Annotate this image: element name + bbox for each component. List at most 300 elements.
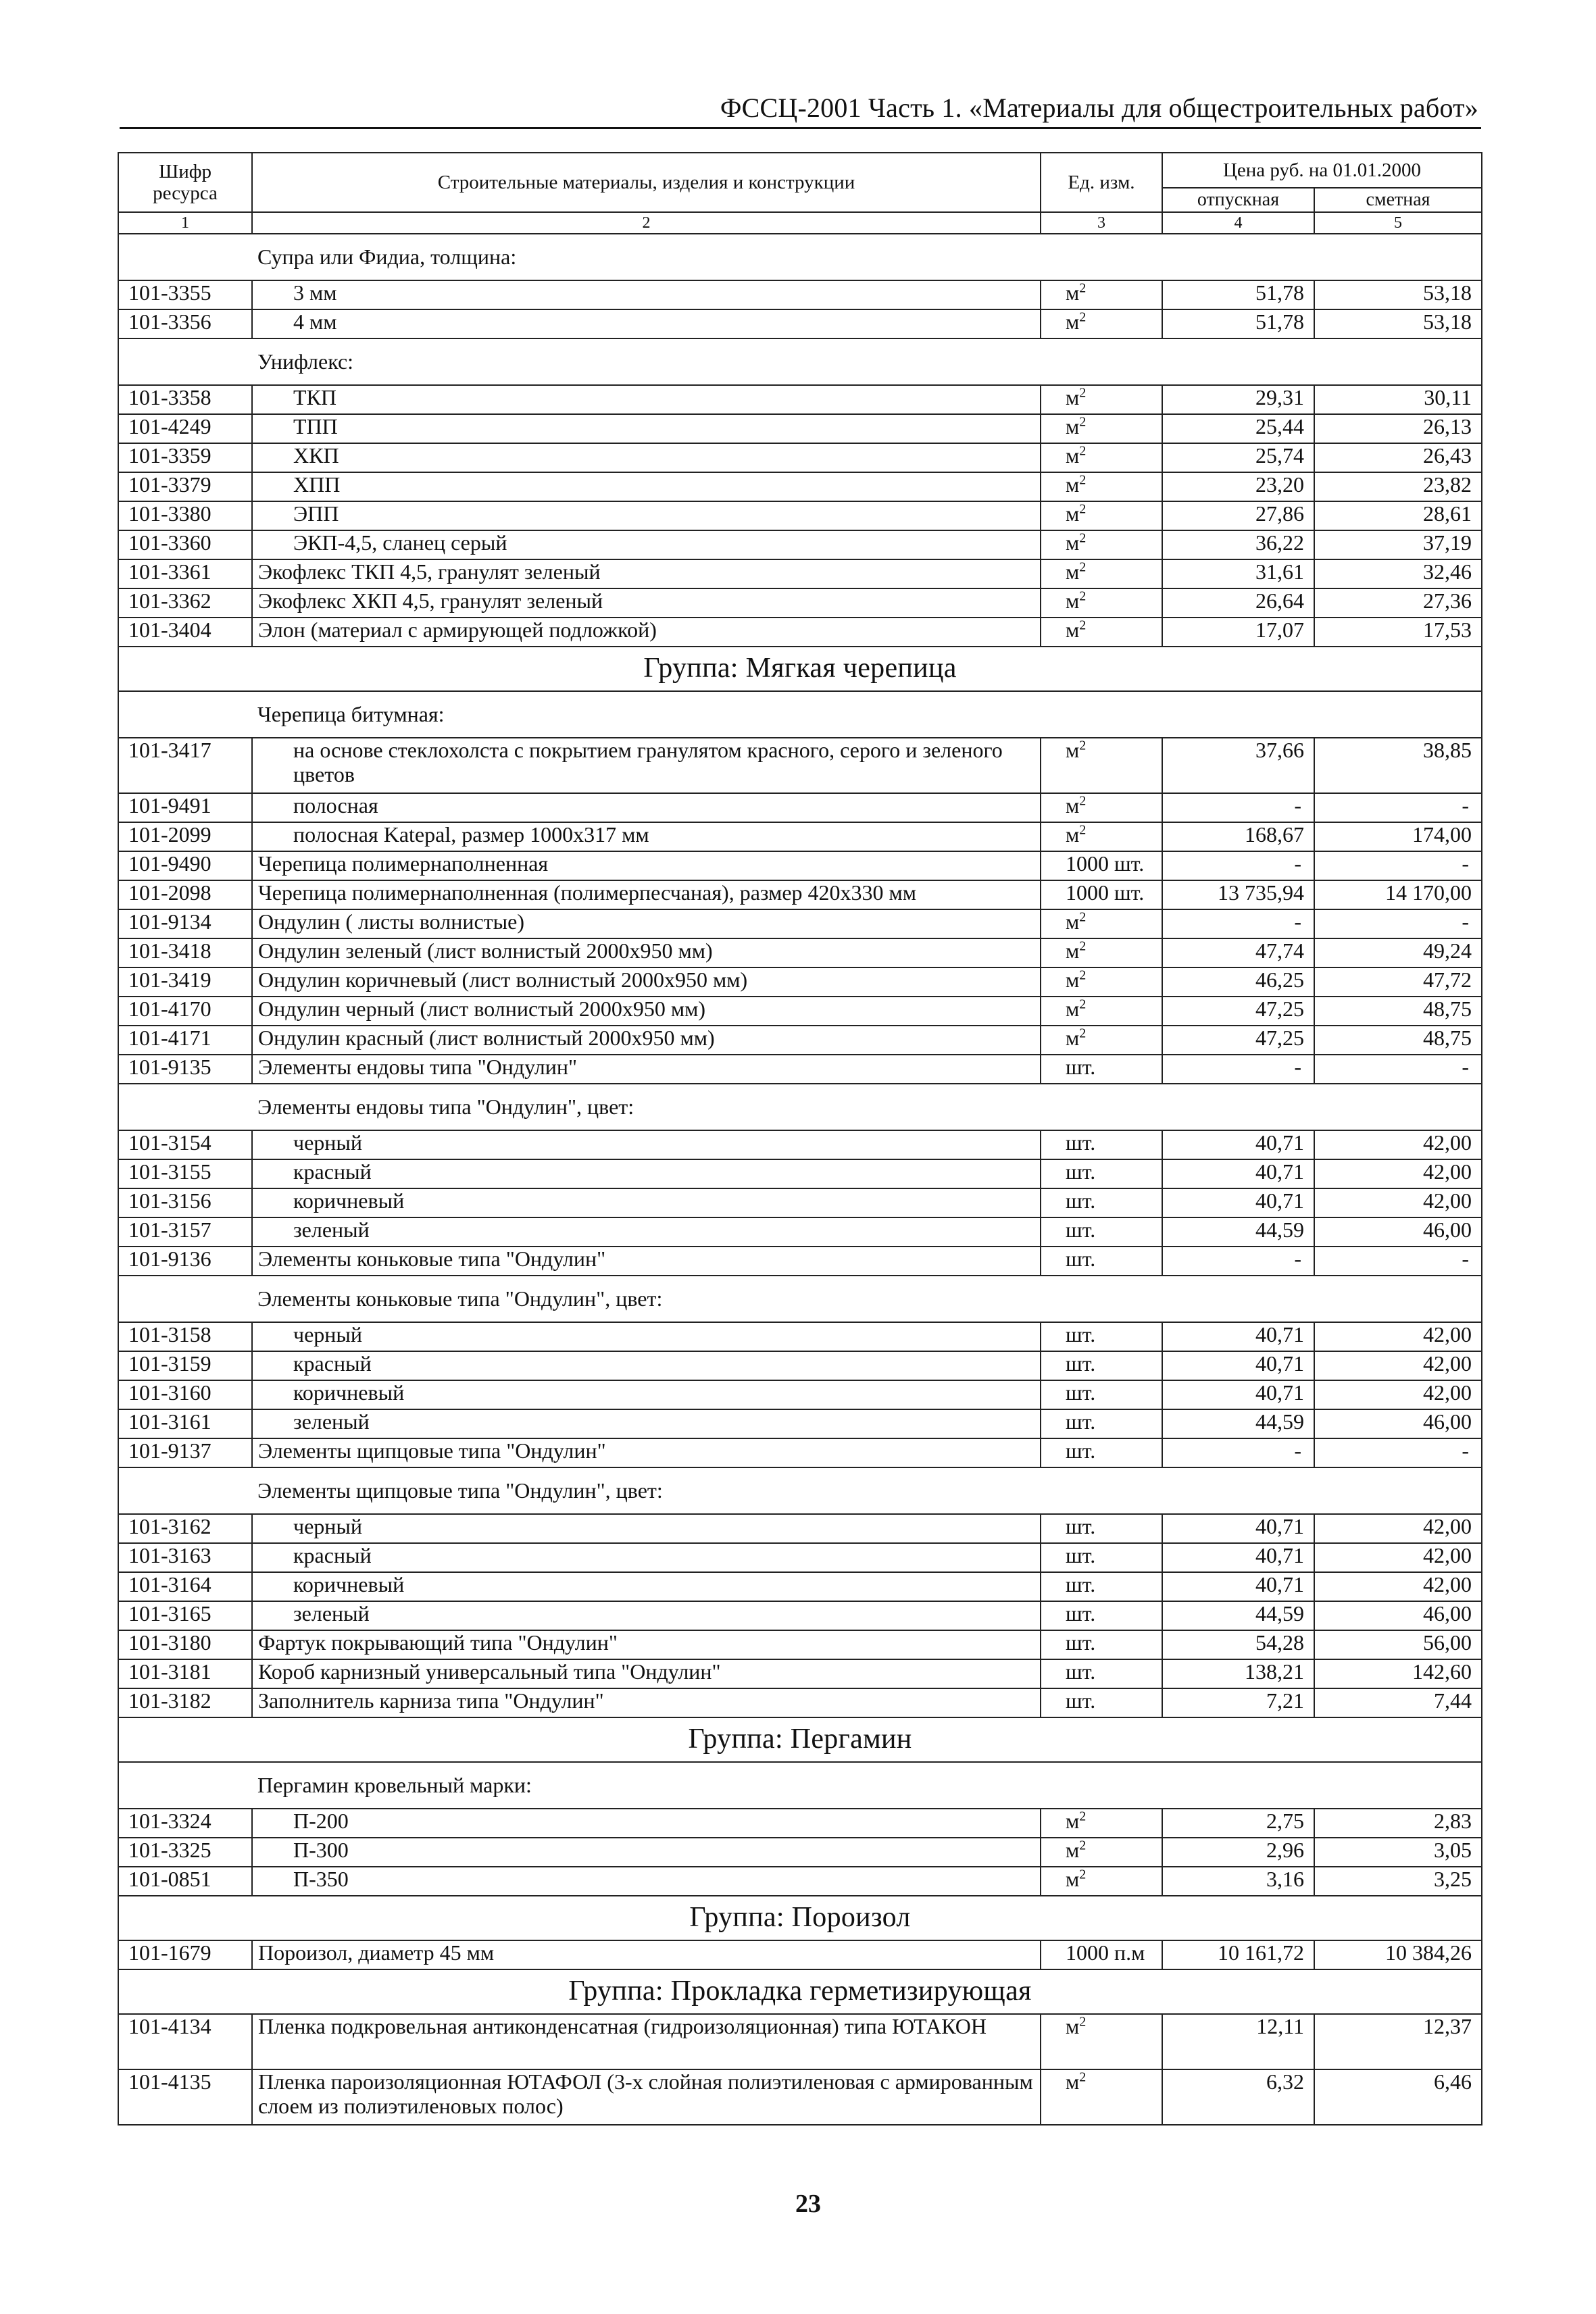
unit-exponent: 2 — [1079, 2069, 1087, 2085]
material-name: ТПП — [252, 414, 1041, 443]
col-header-estimate: сметная — [1314, 188, 1482, 212]
col-number-2: 2 — [252, 212, 1041, 234]
subheading-label: Элементы ендовы типа "Ондулин", цвет: — [252, 1084, 1041, 1130]
subheading-label: Элементы коньковые типа "Ондулин", цвет: — [252, 1276, 1041, 1322]
unit-label: шт. — [1066, 1380, 1096, 1405]
table-row — [118, 2069, 1482, 2125]
unit-label: м — [1066, 1026, 1080, 1050]
estimate-price: 42,00 — [1314, 1572, 1482, 1601]
subheading-row — [118, 234, 1482, 280]
group-row — [118, 1969, 1482, 2014]
table-row — [118, 1514, 1482, 1543]
col-number-5: 5 — [1314, 212, 1482, 234]
subheading-row — [118, 1276, 1482, 1322]
resource-code: 101-3362 — [118, 588, 252, 618]
release-price: 26,64 — [1162, 588, 1314, 618]
resource-code: 101-1679 — [118, 1940, 252, 1969]
table-row — [118, 1659, 1482, 1688]
table-row — [118, 1130, 1482, 1159]
unit-label: м — [1066, 738, 1080, 762]
estimate-price: 6,46 — [1314, 2069, 1482, 2125]
unit-exponent: 2 — [1079, 1026, 1087, 1041]
material-name: Фартук покрывающий типа "Ондулин" — [252, 1630, 1041, 1659]
resource-code: 101-9137 — [118, 1438, 252, 1467]
material-name: П-200 — [252, 1809, 1041, 1838]
unit-label: шт. — [1066, 1188, 1096, 1213]
estimate-price: 30,11 — [1314, 385, 1482, 414]
empty-cell — [118, 691, 252, 738]
estimate-price: 42,00 — [1314, 1188, 1482, 1217]
unit-cell — [1041, 938, 1162, 967]
release-price: 47,25 — [1162, 1026, 1314, 1055]
group-title: Группа: Мягкая черепица — [118, 647, 1482, 691]
release-price: 37,66 — [1162, 738, 1314, 793]
empty-cell — [118, 234, 252, 280]
unit-exponent: 2 — [1079, 443, 1087, 459]
material-name: Черепица полимернаполненная (полимерпесчаная), размер 420х330 мм — [252, 880, 1041, 909]
table-row — [118, 1630, 1482, 1659]
subheading-label: Элементы щипцовые типа "Ондулин", цвет: — [252, 1467, 1041, 1514]
release-price: 40,71 — [1162, 1130, 1314, 1159]
material-name: черный — [252, 1322, 1041, 1351]
material-name: Пороизол, диаметр 45 мм — [252, 1940, 1041, 1969]
estimate-price: 2,83 — [1314, 1809, 1482, 1838]
estimate-price: - — [1314, 793, 1482, 822]
unit-cell — [1041, 588, 1162, 618]
table-row — [118, 738, 1482, 793]
table-row — [118, 793, 1482, 822]
unit-exponent: 2 — [1079, 309, 1087, 325]
resource-code: 101-0851 — [118, 1867, 252, 1896]
table-row — [118, 1247, 1482, 1276]
resource-code: 101-4249 — [118, 414, 252, 443]
unit-label: шт. — [1066, 1322, 1096, 1347]
estimate-price: 42,00 — [1314, 1351, 1482, 1380]
resource-code: 101-4170 — [118, 997, 252, 1026]
estimate-price: 42,00 — [1314, 1130, 1482, 1159]
empty-cell — [1041, 338, 1162, 385]
unit-cell — [1041, 1380, 1162, 1409]
table-row — [118, 1188, 1482, 1217]
material-name: Короб карнизный универсальный типа "Ондулин" — [252, 1659, 1041, 1688]
empty-cell — [118, 1762, 252, 1809]
unit-label: шт. — [1066, 1688, 1096, 1713]
estimate-price: 174,00 — [1314, 822, 1482, 851]
empty-cell — [1041, 1762, 1162, 1809]
material-name: ЭПП — [252, 501, 1041, 530]
subheading-row — [118, 1762, 1482, 1809]
release-price: 2,75 — [1162, 1809, 1314, 1838]
release-price: 12,11 — [1162, 2014, 1314, 2069]
unit-exponent: 2 — [1079, 2014, 1087, 2030]
unit-cell — [1041, 967, 1162, 997]
material-name: Ондулин ( листы волнистые) — [252, 909, 1041, 938]
table-row — [118, 938, 1482, 967]
estimate-price: 42,00 — [1314, 1380, 1482, 1409]
table-row — [118, 1438, 1482, 1467]
resource-code: 101-3160 — [118, 1380, 252, 1409]
unit-label: м — [1066, 2014, 1080, 2038]
empty-cell — [1162, 338, 1314, 385]
material-name: красный — [252, 1159, 1041, 1188]
table-row — [118, 1055, 1482, 1084]
resource-code: 101-3165 — [118, 1601, 252, 1630]
unit-label: м — [1066, 588, 1080, 613]
unit-exponent: 2 — [1079, 1838, 1087, 1853]
release-price: 6,32 — [1162, 2069, 1314, 2125]
resource-code: 101-3162 — [118, 1514, 252, 1543]
resource-code: 101-3360 — [118, 530, 252, 559]
empty-cell — [1314, 1467, 1482, 1514]
empty-cell — [1314, 691, 1482, 738]
empty-cell — [118, 1276, 252, 1322]
subheading-row — [118, 1467, 1482, 1514]
col-header-code: Шифр ресурса — [118, 153, 252, 212]
release-price: 51,78 — [1162, 280, 1314, 309]
empty-cell — [1314, 338, 1482, 385]
release-price: 40,71 — [1162, 1322, 1314, 1351]
estimate-price: 46,00 — [1314, 1409, 1482, 1438]
table-row — [118, 1351, 1482, 1380]
unit-label: шт. — [1066, 1159, 1096, 1184]
unit-cell — [1041, 738, 1162, 793]
unit-cell — [1041, 501, 1162, 530]
col-header-price: Цена руб. на 01.01.2000 — [1162, 153, 1482, 188]
unit-label: м — [1066, 309, 1080, 334]
resource-code: 101-3379 — [118, 472, 252, 501]
estimate-price: - — [1314, 1055, 1482, 1084]
release-price: 51,78 — [1162, 309, 1314, 338]
material-name: Черепица полимернаполненная — [252, 851, 1041, 880]
resource-code: 101-3154 — [118, 1130, 252, 1159]
unit-exponent: 2 — [1079, 530, 1087, 546]
table-row — [118, 1601, 1482, 1630]
empty-cell — [1314, 1276, 1482, 1322]
empty-cell — [1162, 1084, 1314, 1130]
subheading-row — [118, 338, 1482, 385]
unit-exponent: 2 — [1079, 997, 1087, 1012]
material-name: на основе стеклохолста с покрытием гранулятом красного, серого и зеленого цветов — [252, 738, 1041, 793]
table-row — [118, 414, 1482, 443]
resource-code: 101-9135 — [118, 1055, 252, 1084]
unit-label: м — [1066, 618, 1080, 642]
unit-cell — [1041, 1688, 1162, 1717]
release-price: 40,71 — [1162, 1380, 1314, 1409]
unit-cell — [1041, 822, 1162, 851]
resource-code: 101-3355 — [118, 280, 252, 309]
unit-label: м — [1066, 472, 1080, 497]
material-name: зеленый — [252, 1409, 1041, 1438]
table-row — [118, 1322, 1482, 1351]
release-price: 7,21 — [1162, 1688, 1314, 1717]
material-name: ХКП — [252, 443, 1041, 472]
unit-label: шт. — [1066, 1601, 1096, 1626]
table-row — [118, 909, 1482, 938]
unit-label: м — [1066, 414, 1080, 438]
release-price: 40,71 — [1162, 1572, 1314, 1601]
resource-code: 101-3380 — [118, 501, 252, 530]
empty-cell — [1162, 1762, 1314, 1809]
empty-cell — [1162, 1276, 1314, 1322]
resource-code: 101-9490 — [118, 851, 252, 880]
release-price: 138,21 — [1162, 1659, 1314, 1688]
resource-code: 101-3361 — [118, 559, 252, 588]
unit-cell — [1041, 1409, 1162, 1438]
release-price: 3,16 — [1162, 1867, 1314, 1896]
page-number: 23 — [795, 2190, 821, 2218]
table-row — [118, 1217, 1482, 1247]
table-row — [118, 588, 1482, 618]
unit-cell — [1041, 997, 1162, 1026]
release-price: 31,61 — [1162, 559, 1314, 588]
release-price: 47,74 — [1162, 938, 1314, 967]
table-row — [118, 501, 1482, 530]
unit-label: м — [1066, 967, 1080, 992]
unit-cell — [1041, 309, 1162, 338]
unit-label: 1000 шт. — [1066, 851, 1145, 876]
estimate-price: 47,72 — [1314, 967, 1482, 997]
resource-code: 101-3324 — [118, 1809, 252, 1838]
unit-cell — [1041, 1659, 1162, 1688]
empty-cell — [1041, 1467, 1162, 1514]
resource-code: 101-3417 — [118, 738, 252, 793]
release-price: 46,25 — [1162, 967, 1314, 997]
unit-label: 1000 п.м — [1066, 1940, 1145, 1965]
resource-code: 101-4134 — [118, 2014, 252, 2069]
estimate-price: 3,25 — [1314, 1867, 1482, 1896]
resource-code: 101-3418 — [118, 938, 252, 967]
release-price: 23,20 — [1162, 472, 1314, 501]
resource-code: 101-3156 — [118, 1188, 252, 1217]
price-table — [118, 152, 1482, 2126]
material-name: Элементы коньковые типа "Ондулин" — [252, 1247, 1041, 1276]
resource-code: 101-9491 — [118, 793, 252, 822]
resource-code: 101-3155 — [118, 1159, 252, 1188]
resource-code: 101-3158 — [118, 1322, 252, 1351]
release-price: - — [1162, 851, 1314, 880]
unit-label: шт. — [1066, 1247, 1096, 1271]
unit-exponent: 2 — [1079, 738, 1087, 753]
table-body — [118, 234, 1482, 2125]
unit-cell — [1041, 1438, 1162, 1467]
unit-cell — [1041, 1867, 1162, 1896]
unit-label: м — [1066, 443, 1080, 468]
unit-label: м — [1066, 997, 1080, 1021]
material-name: Заполнитель карниза типа "Ондулин" — [252, 1688, 1041, 1717]
subheading-row — [118, 1084, 1482, 1130]
unit-cell — [1041, 618, 1162, 647]
unit-label: м — [1066, 1809, 1080, 1833]
material-name: П-300 — [252, 1838, 1041, 1867]
estimate-price: 3,05 — [1314, 1838, 1482, 1867]
resource-code: 101-2098 — [118, 880, 252, 909]
release-price: 27,86 — [1162, 501, 1314, 530]
release-price: 44,59 — [1162, 1217, 1314, 1247]
empty-cell — [1041, 1084, 1162, 1130]
release-price: 40,71 — [1162, 1543, 1314, 1572]
unit-exponent: 2 — [1079, 472, 1087, 488]
unit-cell — [1041, 2069, 1162, 2125]
unit-label: м — [1066, 793, 1080, 818]
table-row — [118, 1940, 1482, 1969]
material-name: полосная Katepal, размер 1000х317 мм — [252, 822, 1041, 851]
estimate-price: 14 170,00 — [1314, 880, 1482, 909]
unit-label: шт. — [1066, 1217, 1096, 1242]
unit-label: шт. — [1066, 1514, 1096, 1538]
material-name: ТКП — [252, 385, 1041, 414]
estimate-price: 28,61 — [1314, 501, 1482, 530]
unit-label: 1000 шт. — [1066, 880, 1145, 905]
release-price: 47,25 — [1162, 997, 1314, 1026]
empty-cell — [1314, 1084, 1482, 1130]
material-name: 4 мм — [252, 309, 1041, 338]
estimate-price: 23,82 — [1314, 472, 1482, 501]
estimate-price: 42,00 — [1314, 1322, 1482, 1351]
unit-cell — [1041, 414, 1162, 443]
resource-code: 101-3404 — [118, 618, 252, 647]
unit-cell — [1041, 1247, 1162, 1276]
empty-cell — [1162, 234, 1314, 280]
estimate-price: 38,85 — [1314, 738, 1482, 793]
unit-cell — [1041, 472, 1162, 501]
table-row — [118, 822, 1482, 851]
unit-exponent: 2 — [1079, 1809, 1087, 1824]
estimate-price: 49,24 — [1314, 938, 1482, 967]
unit-cell — [1041, 1188, 1162, 1217]
table-row — [118, 1159, 1482, 1188]
table-row — [118, 1867, 1482, 1896]
subheading-label: Черепица битумная: — [252, 691, 1041, 738]
resource-code: 101-3164 — [118, 1572, 252, 1601]
unit-cell — [1041, 280, 1162, 309]
unit-label: шт. — [1066, 1630, 1096, 1655]
subheading-label: Унифлекс: — [252, 338, 1041, 385]
subheading-row — [118, 691, 1482, 738]
unit-cell — [1041, 1838, 1162, 1867]
resource-code: 101-3161 — [118, 1409, 252, 1438]
material-name: красный — [252, 1543, 1041, 1572]
table-row — [118, 280, 1482, 309]
release-price: 17,07 — [1162, 618, 1314, 647]
estimate-price: - — [1314, 851, 1482, 880]
material-name: Ондулин красный (лист волнистый 2000х950 мм) — [252, 1026, 1041, 1055]
estimate-price: 48,75 — [1314, 997, 1482, 1026]
unit-cell — [1041, 1809, 1162, 1838]
unit-label: шт. — [1066, 1055, 1096, 1079]
table-row — [118, 2014, 1482, 2069]
empty-cell — [118, 338, 252, 385]
material-name: зеленый — [252, 1217, 1041, 1247]
table-row — [118, 880, 1482, 909]
material-name: ХПП — [252, 472, 1041, 501]
unit-label: м — [1066, 501, 1080, 526]
group-row — [118, 647, 1482, 691]
unit-exponent: 2 — [1079, 793, 1087, 809]
material-name: коричневый — [252, 1380, 1041, 1409]
unit-exponent: 2 — [1079, 559, 1087, 575]
table-row — [118, 1026, 1482, 1055]
empty-cell — [1314, 234, 1482, 280]
resource-code: 101-3181 — [118, 1659, 252, 1688]
table-row — [118, 443, 1482, 472]
table-row — [118, 851, 1482, 880]
table-row — [118, 1409, 1482, 1438]
release-price: 40,71 — [1162, 1351, 1314, 1380]
release-price: - — [1162, 793, 1314, 822]
group-title: Группа: Прокладка герметизирующая — [118, 1969, 1482, 2014]
unit-label: м — [1066, 385, 1080, 409]
material-name: Ондулин коричневый (лист волнистый 2000х950 мм) — [252, 967, 1041, 997]
subheading-label: Супра или Фидиа, толщина: — [252, 234, 1041, 280]
resource-code: 101-9136 — [118, 1247, 252, 1276]
unit-cell — [1041, 2014, 1162, 2069]
release-price: - — [1162, 1438, 1314, 1467]
release-price: 40,71 — [1162, 1159, 1314, 1188]
release-price: 36,22 — [1162, 530, 1314, 559]
material-name: Элементы ендовы типа "Ондулин" — [252, 1055, 1041, 1084]
unit-cell — [1041, 1055, 1162, 1084]
unit-exponent: 2 — [1079, 385, 1087, 401]
unit-label: шт. — [1066, 1543, 1096, 1567]
material-name: ЭКП-4,5, сланец серый — [252, 530, 1041, 559]
unit-cell — [1041, 1940, 1162, 1969]
release-price: 10 161,72 — [1162, 1940, 1314, 1969]
estimate-price: 48,75 — [1314, 1026, 1482, 1055]
release-price: 40,71 — [1162, 1514, 1314, 1543]
unit-exponent: 2 — [1079, 414, 1087, 430]
estimate-price: 37,19 — [1314, 530, 1482, 559]
release-price: 13 735,94 — [1162, 880, 1314, 909]
estimate-price: - — [1314, 909, 1482, 938]
col-header-release: отпускная — [1162, 188, 1314, 212]
unit-cell — [1041, 880, 1162, 909]
material-name: зеленый — [252, 1601, 1041, 1630]
empty-cell — [1041, 691, 1162, 738]
col-header-name: Строительные материалы, изделия и конструкции — [252, 153, 1041, 212]
table-row — [118, 472, 1482, 501]
empty-cell — [1162, 1467, 1314, 1514]
unit-label: м — [1066, 530, 1080, 555]
unit-cell — [1041, 1351, 1162, 1380]
release-price: 54,28 — [1162, 1630, 1314, 1659]
col-number-4: 4 — [1162, 212, 1314, 234]
unit-cell — [1041, 1514, 1162, 1543]
estimate-price: 26,43 — [1314, 443, 1482, 472]
estimate-price: 46,00 — [1314, 1601, 1482, 1630]
estimate-price: 53,18 — [1314, 280, 1482, 309]
estimate-price: 32,46 — [1314, 559, 1482, 588]
unit-label: шт. — [1066, 1130, 1096, 1155]
unit-cell — [1041, 1322, 1162, 1351]
resource-code: 101-3359 — [118, 443, 252, 472]
resource-code: 101-3157 — [118, 1217, 252, 1247]
table-row — [118, 530, 1482, 559]
table-row — [118, 1688, 1482, 1717]
table-row — [118, 967, 1482, 997]
estimate-price: 53,18 — [1314, 309, 1482, 338]
estimate-price: 7,44 — [1314, 1688, 1482, 1717]
estimate-price: 56,00 — [1314, 1630, 1482, 1659]
table-row — [118, 559, 1482, 588]
table-row — [118, 1380, 1482, 1409]
unit-exponent: 2 — [1079, 909, 1087, 925]
group-title: Группа: Пороизол — [118, 1896, 1482, 1940]
resource-code: 101-3159 — [118, 1351, 252, 1380]
release-price: 2,96 — [1162, 1838, 1314, 1867]
material-name: Ондулин черный (лист волнистый 2000х950 мм) — [252, 997, 1041, 1026]
unit-label: м — [1066, 1867, 1080, 1891]
unit-cell — [1041, 793, 1162, 822]
